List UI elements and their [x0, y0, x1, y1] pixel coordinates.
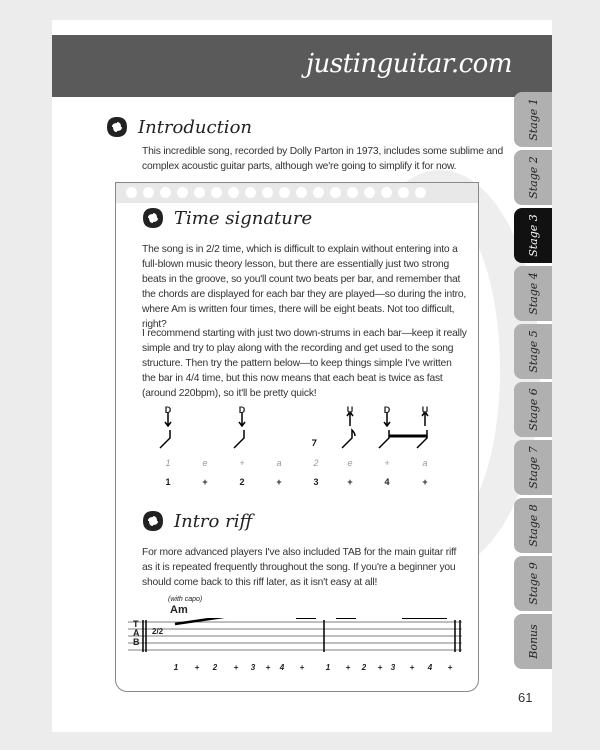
tab-count-label: +	[377, 663, 383, 672]
tab-count-label: 1	[325, 663, 331, 672]
strum-pattern	[150, 410, 450, 460]
tab-count-label: 4	[279, 663, 285, 672]
main-count-label: 2	[239, 477, 245, 487]
stage-tabs	[514, 92, 552, 672]
tab-label: Stage 5	[526, 330, 540, 373]
tab-stage-4[interactable]	[514, 266, 552, 321]
main-count-label: 4	[384, 477, 390, 487]
stroke-label: U	[421, 405, 429, 415]
heading-text: Introduction	[138, 116, 252, 138]
tab-label: Stage 6	[526, 388, 540, 431]
tab-label: Stage 4	[526, 272, 540, 315]
main-count-label: 3	[313, 477, 319, 487]
sub-count-label: +	[384, 458, 390, 468]
tab-stage-8[interactable]	[514, 498, 552, 553]
stroke-label: D	[164, 405, 172, 415]
tab-clef-b: B	[133, 637, 140, 647]
stroke-label: D	[383, 405, 391, 415]
sub-count-label: a	[276, 458, 282, 468]
tab-count-label: +	[447, 663, 453, 672]
tab-clef-t: T	[133, 619, 139, 629]
sub-count-label: e	[347, 458, 353, 468]
tab-count-label: +	[345, 663, 351, 672]
time-signature-paragraph-1: The song is in 2/2 time, which is difficult to explain without entering into a full-blown music theory lesson, but there are essentially just two strong beats in the groove, so you'll count two beats per bar, and remember that the chords are displayed for each bar they are played—so during the intro, where Am is written four times, there will be eight beats. Not too difficult, right?	[142, 244, 467, 330]
main-count-label: +	[422, 477, 428, 487]
tab-label: Stage 7	[526, 446, 540, 489]
sub-count-label: 2	[313, 458, 319, 468]
tab-bonus[interactable]	[514, 614, 552, 669]
sub-count-label: +	[239, 458, 245, 468]
heading-time-signature	[140, 205, 312, 231]
logo: justinguitar.com	[305, 49, 512, 79]
tab-count-label: 4	[427, 663, 433, 672]
tab-stage-9[interactable]	[514, 556, 552, 611]
tab-clef-a: A	[133, 628, 140, 638]
tab-stage-5[interactable]	[514, 324, 552, 379]
sub-count-label: a	[422, 458, 428, 468]
chord-name: Am	[170, 604, 188, 616]
tab-count-label: +	[299, 663, 305, 672]
spiral-holes	[116, 183, 478, 203]
tab-count-label: 2	[361, 663, 367, 672]
tab-stage-7[interactable]	[514, 440, 552, 495]
tab-count-label: 2	[212, 663, 218, 672]
sub-count-label: 1	[165, 458, 171, 468]
header-band	[52, 35, 552, 97]
tab-stage-1[interactable]	[514, 92, 552, 147]
tab-label: Stage 1	[526, 98, 540, 141]
knot-icon	[140, 508, 166, 534]
tab-clef	[133, 620, 140, 647]
tab-count-label: +	[265, 663, 271, 672]
heading-text: Intro riff	[174, 510, 253, 532]
main-count-label: +	[347, 477, 353, 487]
main-count-label: +	[276, 477, 282, 487]
intro-riff-text: For more advanced players I've also included TAB for the main guitar riff as it is repeated frequently throughout the song. If you're a beginner you should come back to this riff later, as it isn't easy at all!	[142, 547, 457, 588]
tab-count-label: 1	[173, 663, 179, 672]
main-count-label: 1	[165, 477, 171, 487]
time-signature-paragraph-2: I recommend starting with just two down-strums in each bar—keep it really simple and try to play along with the recording and get used to the song structure. Then try the pattern below—to keep things simple I've written the bar in 4/4 time, but this now means that each beat is twice as fast (around 220bpm), so it'll be pretty quick!	[142, 328, 467, 399]
tab-count-label: +	[194, 663, 200, 672]
capo-note: (with capo)	[168, 596, 203, 603]
knot-icon	[140, 205, 166, 231]
tab-label: Stage 9	[526, 562, 540, 605]
tab-staff	[128, 618, 468, 658]
tab-label: Stage 8	[526, 504, 540, 547]
tab-label: Stage 2	[526, 156, 540, 199]
time-signature-mark: 2/2	[152, 627, 164, 636]
heading-text: Time signature	[174, 207, 313, 229]
knot-icon	[104, 114, 130, 140]
tab-count-label: +	[233, 663, 239, 672]
stroke-label: U	[346, 405, 354, 415]
tab-stage-3[interactable]	[514, 208, 552, 263]
heading-intro-riff	[140, 508, 252, 534]
tab-stage-2[interactable]	[514, 150, 552, 205]
tab-label: Bonus	[526, 624, 540, 659]
sub-count-label: e	[202, 458, 208, 468]
tab-label: Stage 3	[526, 214, 540, 257]
tab-count-label: +	[409, 663, 415, 672]
tab-count-label: 3	[390, 663, 396, 672]
stroke-label: D	[238, 405, 246, 415]
page-number: 61	[518, 690, 533, 705]
intro-text: This incredible song, recorded by Dolly Parton in 1973, includes some sublime and complex acoustic guitar parts, although we're going to simplify it for now.	[142, 146, 503, 172]
tab-count-label: 3	[250, 663, 256, 672]
main-count-label: +	[202, 477, 208, 487]
heading-introduction	[104, 114, 252, 140]
tab-stage-6[interactable]	[514, 382, 552, 437]
